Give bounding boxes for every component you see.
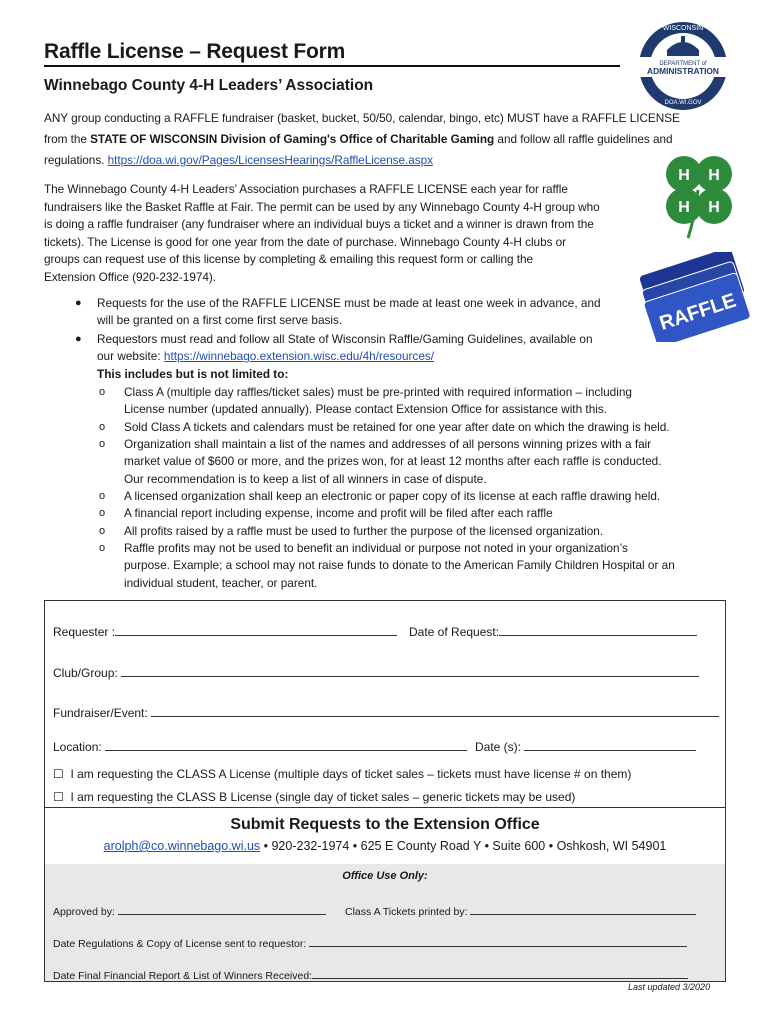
extension-resources-link[interactable]: https://winnebago.extension.wisc.edu/4h/resources/: [163, 349, 435, 364]
fundraiser-event-field[interactable]: Fundraiser/Event:: [53, 704, 719, 720]
sub-bullet-class-a: o Class A (multiple day raffles/ticket sales) must be pre-printed with required information – including License number (updated annually). Please contact Extension Office for assistance with this.: [99, 385, 632, 417]
date-regulations-field[interactable]: Date Regulations & Copy of License sent to requestor:: [53, 934, 687, 950]
office-use-section: [45, 864, 725, 981]
circle-bullet-icon: o: [99, 421, 106, 433]
sub-bullet-winners-list: o Organization shall maintain a list of the names and addresses of all persons winning prizes with a fair market value of $600 or more, and the prizes won, for at least 12 months after each raffle is conducted. Our recommendation is to keep a list of all winners in case of dispute.: [99, 437, 662, 486]
approved-by-field[interactable]: Approved by:: [53, 902, 326, 918]
requester-field[interactable]: Requester :: [53, 623, 397, 639]
circle-bullet-icon: o: [99, 386, 106, 398]
raffle-ticket-text: RAFFLE: [656, 289, 739, 335]
class-b-option[interactable]: ☐ I am requesting the CLASS B License (single day of ticket sales – generic tickets may be used): [53, 790, 576, 804]
checkbox-icon[interactable]: ☐: [53, 767, 64, 781]
page-title: Raffle License – Request Form: [44, 40, 620, 67]
sub-bullet-profits-benefit: o Raffle profits may not be used to benefit an individual or purpose not noted in your organization’s purpose. Example; a school may not raise funds to donate to the American Family Children Hospital or an individual student, teacher, or parent.: [99, 541, 675, 590]
checkbox-icon[interactable]: ☐: [53, 790, 64, 804]
sub-bullet-retain-tickets: o Sold Class A tickets and calendars must be retained for one year after date on which the drawing is held.: [124, 419, 670, 436]
class-a-option[interactable]: ☐ I am requesting the CLASS A License (multiple days of ticket sales – tickets must have license # on them): [53, 767, 632, 781]
office-use-title: Office Use Only:: [342, 870, 428, 882]
form-divider: [45, 807, 725, 808]
circle-bullet-icon: o: [99, 438, 106, 450]
doa-line2: ADMINISTRATION: [647, 66, 719, 76]
intro-p1-line1: ANY group conducting a RAFFLE fundraiser (basket, bucket, 50/50, calendar, bingo, etc) MUST have a RAFFLE LICENSE: [44, 111, 680, 125]
location-field[interactable]: Location:: [53, 738, 467, 754]
doa-top-text: WISCONSIN: [662, 25, 704, 32]
svg-text:H: H: [678, 199, 690, 216]
bullet-dot-icon: ●: [75, 333, 82, 345]
circle-bullet-icon: o: [99, 542, 106, 554]
circle-bullet-icon: o: [99, 490, 106, 502]
doa-line1: DEPARTMENT of: [659, 61, 707, 67]
bullet-advance-request: ● Requests for the use of the RAFFLE LICENSE must be made at least one week in advance, and will be granted on a first come first serve basis.: [75, 296, 601, 328]
svg-text:H: H: [678, 167, 690, 184]
doa-seal-logo: [637, 20, 729, 112]
date-of-request-field[interactable]: Date of Request:: [409, 623, 697, 639]
class-a-tickets-field[interactable]: Class A Tickets printed by:: [345, 902, 696, 918]
sub-bullet-license-copy: o A licensed organization shall keep an electronic or paper copy of its license at each raffle drawing held.: [124, 488, 660, 505]
email-link[interactable]: arolph@co.winnebago.wi.us: [103, 839, 261, 853]
bullet-dot-icon: ●: [75, 297, 82, 309]
last-updated-note: Last updated 3/2020: [628, 982, 711, 992]
circle-bullet-icon: o: [99, 507, 106, 519]
page-subtitle: Winnebago County 4-H Leaders’ Association: [44, 77, 374, 94]
intro-paragraph-1: [44, 108, 724, 171]
raffle-tickets-image: [636, 252, 756, 342]
intro-p1-line3: regulations. https://doa.wi.gov/Pages/LicensesHearings/RaffleLicense.aspx: [44, 153, 433, 167]
request-form-box: [44, 600, 726, 982]
club-group-field[interactable]: Club/Group:: [53, 664, 699, 680]
dates-field[interactable]: Date (s):: [475, 738, 696, 754]
svg-text:H: H: [708, 167, 720, 184]
intro-paragraph-2: The Winnebago County 4-H Leaders’ Association purchases a RAFFLE LICENSE each year for raffle fundraisers like the Basket Raffle at Fair. The permit can be used by any Winnebago County 4-H group who is doing a raffle fundraiser (any fundraiser where an individual buys a ticket and a winner is drawn from the tickets). The License is good for one year from the date of purchase. Winnebago County 4-H clubs or groups can request use of this license by completing & emailing this request form or calling the Extension Office (920-232-1974).: [44, 182, 600, 284]
svg-text:H: H: [708, 199, 720, 216]
circle-bullet-icon: o: [99, 525, 106, 537]
contact-line: arolph@co.winnebago.wi.us • 920-232-1974 • 625 E County Road Y • Suite 600 • Oshkosh, WI 54901: [103, 839, 667, 853]
doa-raffle-license-link[interactable]: https://doa.wi.gov/Pages/LicensesHearings/RaffleLicense.aspx: [107, 153, 433, 167]
intro-p1-line2: from the STATE OF WISCONSIN Division of Gaming's Office of Charitable Gaming and follow all raffle guidelines and: [44, 132, 673, 146]
bullet-guidelines: ● Requestors must read and follow all State of Wisconsin Raffle/Gaming Guidelines, available on our website: https://winnebago.extension.wisc.edu/4h/resources/ This includes but is not limited to:: [75, 332, 593, 381]
sub-bullet-profits-purpose: o All profits raised by a raffle must be used to further the purpose of the licensed organization.: [124, 523, 603, 540]
date-final-report-field[interactable]: Date Final Financial Report & List of Winners Received:: [53, 966, 688, 982]
submit-title: Submit Requests to the Extension Office: [230, 816, 540, 833]
doa-bottom-text: DOA.WI.GOV: [664, 100, 702, 106]
sub-bullet-financial-report: o A financial report including expense, income and profit will be filed after each raffle: [124, 505, 553, 522]
